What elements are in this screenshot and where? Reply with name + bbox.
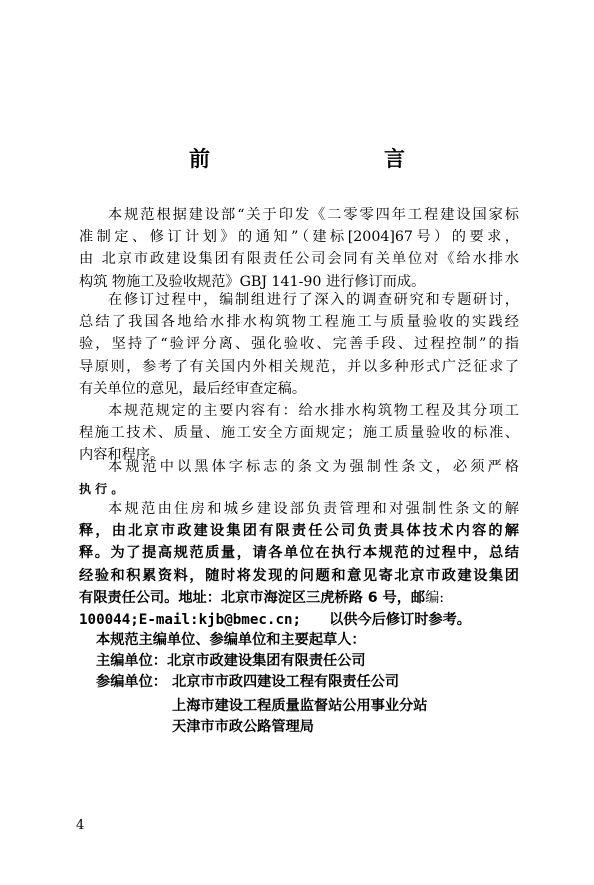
page-title: 前 言 — [189, 147, 449, 171]
text-line: 本规范中以黑体字标志的条文为强制性条文，必须严格 — [108, 459, 519, 475]
text-line: 准制定、修订计划》的通知”（建标[2004]67号）的要求， — [79, 229, 519, 246]
text-line: 执 行 。 — [79, 482, 124, 497]
text-line: 内容和程序。 — [79, 447, 165, 464]
text-line: 释。为了提高规范质量，请各单位在执行本规范的过程中，总结 — [79, 545, 519, 562]
text-line: 总结了我国各地给水排水构筑物工程施工与质量验收的实践经 — [79, 314, 519, 331]
text-line: 程施工技术、质量、施工安全方面规定；施工质量验收的标准、 — [79, 425, 519, 442]
participating-unit: 北京市市政四建设工程有限责任公司 — [172, 674, 400, 690]
paragraph-intro — [79, 204, 519, 293]
text-line: 本规范根据建设部“关于印发《二零零四年工程建设国家标 — [108, 207, 519, 223]
text-line: 本规范由住房和城乡建设部负责管理和对强制性条文的解 — [108, 501, 519, 517]
participating-units-label: 参编单位： — [96, 674, 167, 690]
units-heading: 本规范主编单位、参编单位和主要起草人： — [96, 632, 366, 648]
postcode-label: 编: — [425, 589, 445, 606]
text-line: 释，由北京市政建设集团有限责任公司负责具体技术内容的解 — [79, 523, 519, 540]
text-line: 经验和积累资料，随时将发现的问题和意见寄北京市政建设集团 — [79, 567, 519, 584]
participating-unit: 天津市市政公路管理局 — [172, 719, 314, 735]
address-text: 有限责任公司。地址：北京市海淀区三虎桥路 6 号，邮 — [79, 589, 426, 606]
paragraph-management — [79, 498, 519, 631]
text-line: 由 北京市政建设集团有限责任公司会同有关单位对《给水排水 — [79, 251, 519, 268]
text-line: 本规范规定的主要内容有：给水排水构筑物工程及其分项工 — [108, 403, 519, 419]
paragraph-mandatory — [79, 456, 519, 500]
paragraph-revision — [79, 289, 519, 400]
text-line: 在修订过程中，编制组进行了深入的调查研究和专题研讨， — [108, 292, 519, 308]
text-line — [79, 609, 519, 631]
text-line — [79, 587, 519, 609]
page-number: 4 — [76, 818, 85, 833]
text-line: 构筑 物施工及验收规范》GBJ 141-90 进行修订而成。 — [79, 273, 426, 290]
chief-unit: 主编单位：北京市政建设集团有限责任公司 — [96, 653, 366, 669]
email-text: 100044;E-mail:kjb@bmec.cn; — [79, 612, 302, 629]
text-line: 导原则，参考了有关国内外相关规范，并以多种形式广泛征求了 — [79, 358, 519, 375]
text-line: 有关单位的意见，最后经审查定稿。 — [79, 380, 307, 397]
text-line: 验，坚持了“验评分离、强化验收、完善手段、过程控制”的指 — [79, 336, 519, 353]
participating-unit: 上海市建设工程质量监督站公用事业分站 — [172, 698, 428, 714]
closing-text: 以供今后修订时参考。 — [329, 612, 471, 629]
